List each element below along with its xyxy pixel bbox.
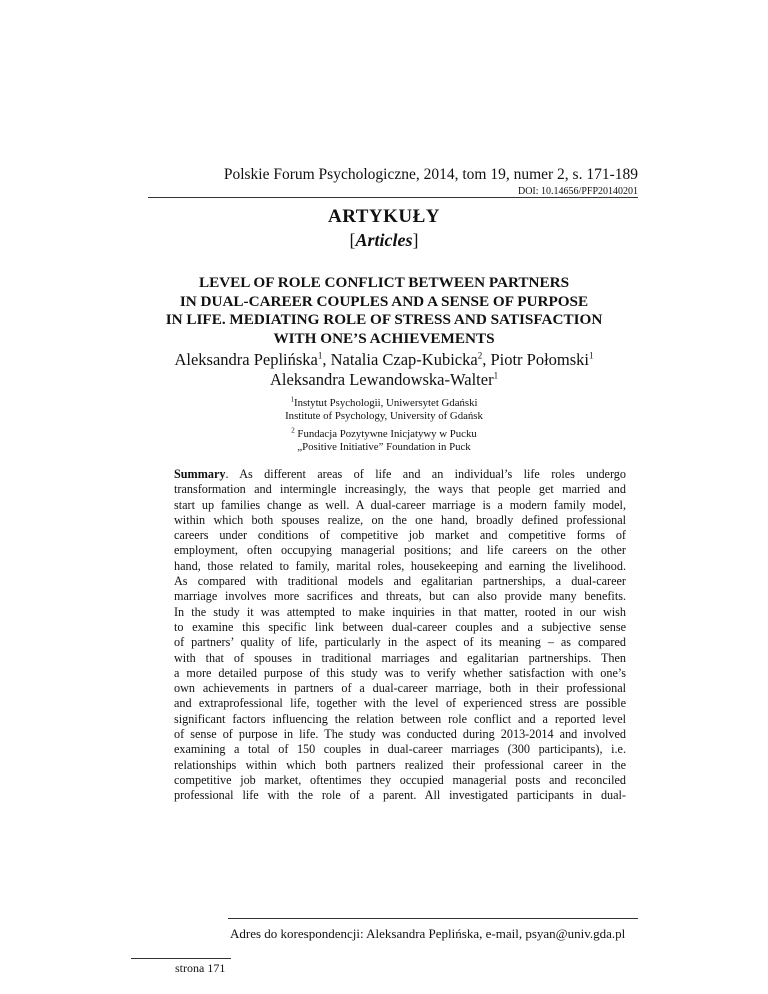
affiliation-line-english: „Positive Initiative” Foundation in Puck — [297, 441, 471, 453]
authors-line-2 — [0, 370, 768, 390]
abstract-line: transformation and intermingle increasingly, the ways that people get married and — [174, 482, 626, 497]
abstract-line: employment, often occupying managerial positions; and life careers on the other — [174, 543, 626, 558]
title-line: LEVEL OF ROLE CONFLICT BETWEEN PARTNERS — [198, 274, 570, 291]
section-heading: ARTYKUŁY — [327, 206, 441, 227]
affiliation-line-english: Institute of Psychology, University of Gdańsk — [285, 410, 483, 422]
abstract — [174, 467, 626, 804]
title-line: IN DUAL-CAREER COUPLES AND A SENSE OF PURPOSE — [179, 292, 589, 310]
abstract-line: of sense of purpose in life. The study was conducted during 2013-2014 and involved — [174, 727, 626, 742]
author-affiliation-mark: 1 — [493, 370, 499, 381]
author-name: Natalia Czap-Kubicka — [330, 350, 478, 369]
bracket-close: ] — [412, 230, 419, 250]
abstract-line: As compared with traditional models and egalitarian partnerships, a dual-career — [174, 574, 626, 589]
affiliation-polish: Fundacja Pozytywne Inicjatywy w Pucku — [294, 428, 477, 440]
affiliation-2 — [0, 428, 768, 454]
author-affiliation-mark: 1 — [317, 350, 323, 361]
author-separator: , — [482, 350, 491, 369]
author-affiliation-mark: 1 — [589, 350, 594, 361]
affiliation-1 — [0, 397, 768, 423]
abstract-line: careers under conditions of competitive job market and competitive forms of — [174, 528, 626, 543]
affiliation-polish: Instytut Psychologii, Uniwersytet Gdański — [293, 397, 478, 409]
affiliation-mark: 2 — [291, 426, 295, 435]
abstract-line: start up families change as well. A dual-career marriage is a modern family model, — [174, 497, 626, 512]
title-line: WITH ONE’S ACHIEVEMENTS — [273, 329, 495, 347]
doi: DOI: 10.14656/PFP20140201 — [517, 186, 638, 197]
correspondence-note: Adres do korespondencji: Aleksandra Peplińska, e-mail, psyan@univ.gda.pl — [230, 926, 626, 941]
affiliation-line — [0, 397, 768, 410]
authors — [0, 350, 768, 390]
abstract-line: within which both spouses realize, on the one hand, broadly defined professional — [174, 512, 626, 527]
header-rule — [148, 197, 638, 198]
abstract-line — [174, 467, 626, 482]
bracket-open: [ — [349, 230, 356, 250]
title-line: IN LIFE. MEDIATING ROLE OF STRESS AND SATISFACTION — [165, 311, 603, 328]
abstract-line: to examine this specific link between dual-career couples and a subjective sense — [174, 619, 626, 634]
abstract-line: In the study it was attempted to make inquiries in that matter, rooted in our wish — [174, 604, 626, 619]
author-separator: , — [322, 350, 331, 369]
page-number-rule — [131, 958, 231, 959]
abstract-line: competitive job market, oftentimes they occupied managerial posts and reconciled — [174, 772, 626, 787]
author-name: Aleksandra Peplińska — [174, 350, 318, 369]
author-name: Aleksandra Lewandowska-Walter — [269, 370, 494, 389]
footnote-rule — [228, 918, 638, 919]
author-affiliation-mark: 2 — [477, 350, 483, 361]
section-sub-italic: Articles — [355, 230, 413, 250]
abstract-line: with that of spouses in traditional marriages and egalitarian partnerships. Then — [174, 650, 626, 665]
affiliation-mark: 1 — [290, 395, 294, 404]
article-title — [0, 274, 768, 348]
abstract-line: relationships within which both partners realized their professional career in the — [174, 757, 626, 772]
abstract-line: marriage involves more sacrifices and threats, but can also provide many benefits. — [174, 589, 626, 604]
abstract-line: of partners’ quality of life, particularly in the aspect of its meaning – as compared — [174, 635, 626, 650]
section-subheading — [0, 230, 768, 251]
abstract-text: . As different areas of life and an individual’s life roles undergo — [225, 467, 626, 481]
abstract-line: professional life with the role of a parent. All investigated participants in dual- — [174, 788, 626, 803]
page-number: strona 171 — [175, 961, 226, 975]
abstract-line: a more detailed purpose of this study was to verify whether satisfaction with one’s — [174, 665, 626, 680]
abstract-line: significant factors influencing the relation between role conflict and a reported level — [174, 711, 626, 726]
affiliation-line — [0, 428, 768, 441]
authors-line-1 — [0, 350, 768, 370]
abstract-line: and extraprofessional life, together with the level of experienced stress are possible — [174, 696, 626, 711]
journal-citation: Polskie Forum Psychologiczne, 2014, tom 19, numer 2, s. 171-189 — [223, 166, 638, 183]
abstract-lead: Summary — [174, 467, 226, 481]
abstract-line: examining a total of 150 couples in dual-career marriages (300 participants), i.e. — [174, 742, 626, 757]
author-name: Piotr Połomski — [490, 350, 590, 369]
abstract-line: hand, those related to family, marital roles, housekeeping and earning the livelihood. — [174, 558, 626, 573]
abstract-line: own achievements in partners of a dual-career marriage, both in their professional — [174, 681, 626, 696]
